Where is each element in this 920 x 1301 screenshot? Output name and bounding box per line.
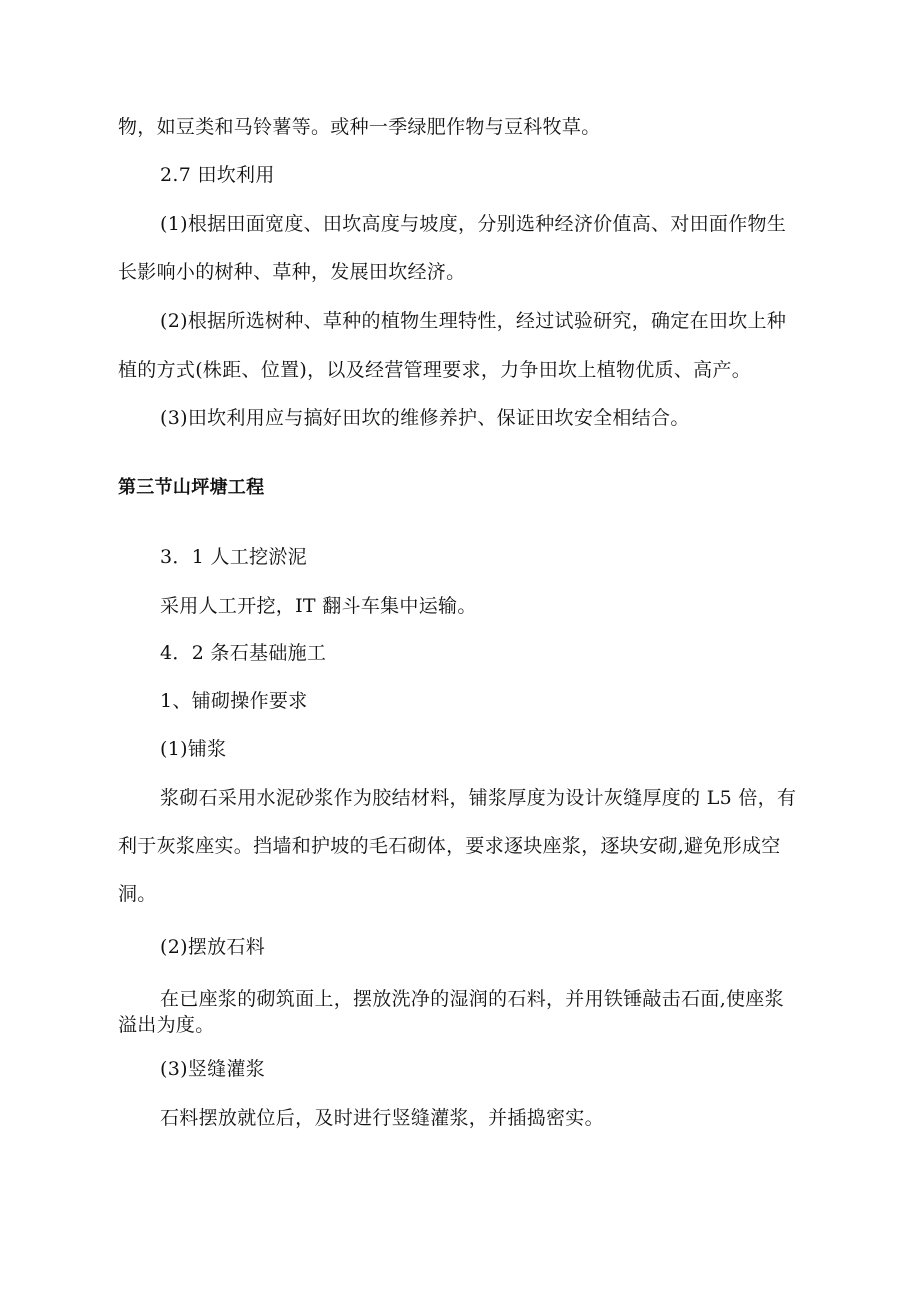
section-heading-4-2: 4．2 条石基础施工 [160,642,327,664]
paragraph-line: 在已座浆的砌筑面上，摆放洗净的湿润的石料，并用铁锤敲击石面,使座浆 [160,988,784,1010]
paragraph-line: 溢出为度。 [118,1014,215,1036]
paragraph-line: 洞。 [118,883,157,905]
section-heading-2-7: 2.7 田坎利用 [160,164,275,186]
paragraph-line: 物，如豆类和马铃薯等。或种一季绿肥作物与豆科牧草。 [118,116,601,138]
subsection-heading: 1、铺砌操作要求 [160,690,308,712]
chapter-heading: 第三节山坪塘工程 [118,477,265,498]
section-heading-3-1: 3．1 人工挖淤泥 [160,546,307,568]
item-heading: (3)竖缝灌浆 [160,1058,266,1080]
item-heading: (1)铺浆 [160,738,227,760]
paragraph-line: (3)田坎利用应与搞好田坎的维修养护、保证田坎安全相结合。 [160,407,690,429]
paragraph-line: 采用人工开挖，IT 翻斗车集中运输。 [160,595,477,617]
paragraph-line: 植的方式(株距、位置)，以及经营管理要求，力争田坎上植物优质、高产。 [118,359,752,381]
paragraph-line: 长影响小的树种、草种，发展田坎经济。 [118,261,466,283]
paragraph-line: 浆砌石采用水泥砂浆作为胶结材料，铺浆厚度为设计灰缝厚度的 L5 倍，有 [160,787,797,809]
paragraph-line: 石料摆放就位后，及时进行竖缝灌浆，并插捣密实。 [160,1107,604,1129]
paragraph-line: (1)根据田面宽度、田坎高度与坡度，分别选种经济价值高、对田面作物生 [160,213,787,235]
paragraph-line: 利于灰浆座实。挡墙和护坡的毛石砌体，要求逐块座浆，逐块安砌,避免形成空 [118,835,781,857]
paragraph-line: (2)根据所选树种、草种的植物生理特性，经过试验研究，确定在田坎上种 [160,310,787,332]
item-heading: (2)摆放石料 [160,936,266,958]
